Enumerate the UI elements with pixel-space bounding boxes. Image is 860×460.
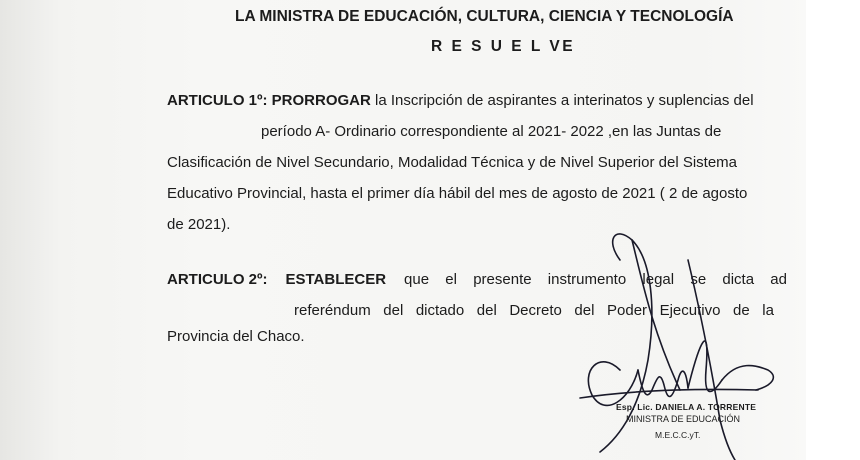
word: Decreto	[509, 302, 562, 319]
article-1-line-4: Educativo Provincial, hasta el primer día hábil del mes de agosto de 2021 ( 2 de agosto	[167, 185, 748, 202]
article-1-text: la Inscripción de aspirantes a interinatos y suplencias del	[375, 92, 754, 109]
word: dictado	[415, 302, 465, 319]
signatory-organization: M.E.C.C.yT.	[655, 430, 701, 440]
page-margin-strip	[806, 0, 860, 460]
document-subtitle: R E S U E L VE	[431, 38, 576, 55]
article-1-line-5: de 2021).	[167, 216, 231, 233]
handwritten-signature	[560, 220, 790, 460]
signature-block	[560, 220, 790, 460]
word: del	[383, 302, 404, 319]
article-1-label: ARTICULO 1º:	[167, 92, 268, 109]
word: presente	[473, 271, 532, 288]
word: que	[404, 271, 430, 288]
article-1-verb: PRORROGAR	[271, 92, 371, 109]
word: del	[476, 302, 497, 319]
word: de	[733, 302, 750, 319]
word: se	[690, 271, 707, 288]
word: la	[762, 302, 774, 319]
article-2-label: ARTICULO 2º:	[167, 271, 268, 288]
word: Poder	[607, 302, 648, 319]
word: instrumento	[547, 271, 627, 288]
article-1-line-3: Clasificación de Nivel Secundario, Modalidad Técnica y de Nivel Superior del Sistema	[167, 154, 738, 171]
article-1-line-1	[167, 92, 754, 109]
article-1-line-2: período A- Ordinario correspondiente al 2021- 2022 ,en las Juntas de	[261, 123, 722, 140]
document-title: LA MINISTRA DE EDUCACIÓN, CULTURA, CIENCIA Y TECNOLOGÍA	[235, 8, 734, 25]
word: dicta	[722, 271, 755, 288]
word: el	[445, 271, 457, 288]
word: Ejecutivo	[659, 302, 721, 319]
article-2-verb: ESTABLECER	[285, 271, 387, 288]
word: legal	[642, 271, 675, 288]
signatory-name: Esp. Lic. DANIELA A. TORRENTE	[616, 402, 757, 412]
article-2-line-3: Provincia del Chaco.	[167, 328, 305, 345]
word: referéndum	[294, 302, 371, 319]
word: del	[574, 302, 595, 319]
signatory-role: MINISTRA DE EDUCACIÓN	[626, 414, 741, 424]
word: ad	[770, 271, 787, 288]
